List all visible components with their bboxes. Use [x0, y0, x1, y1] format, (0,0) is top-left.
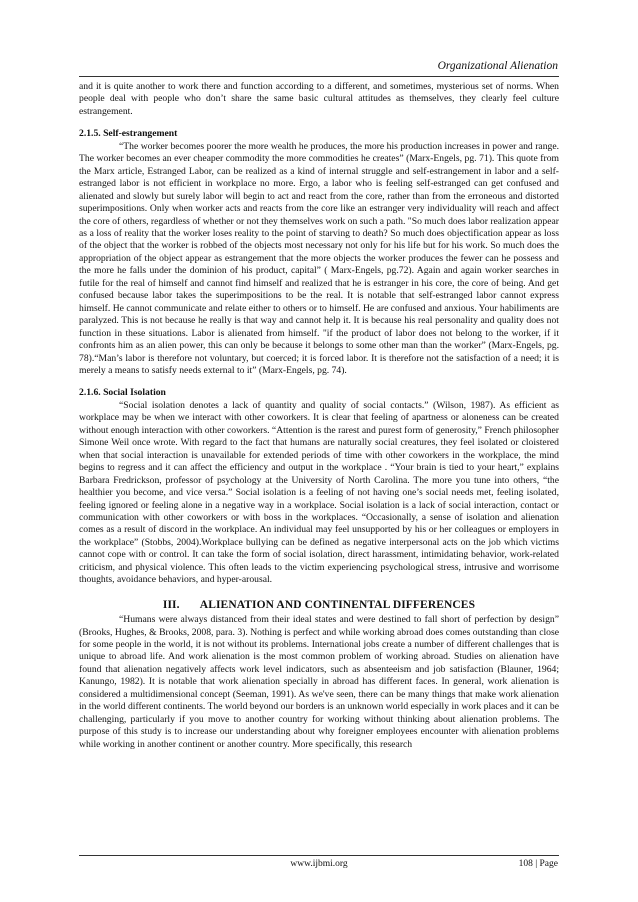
paragraph-culture-estrangement: and it is quite another to work there and function according to a different, and sometimes, mysterious set of norms. When people deal with people who don’t share the same basic cultural attitudes as themselves, they clearly feel culture estrangement. — [79, 81, 559, 117]
heading-self-estrangement: 2.1.5. Self-estrangement — [79, 128, 178, 140]
body-text — [79, 81, 559, 751]
running-header-title: Organizational Alienation — [437, 60, 558, 72]
header-rule — [79, 76, 559, 77]
footer-url-link[interactable]: www.ijbmi.org — [290, 859, 348, 869]
paragraph-social-isolation: “Social isolation denotes a lack of quantity and quality of social contacts.” (Wilson, 1987). As efficient as workplace may be when we interact with other coworkers. It is clear that feeling of apartness or aloneness can be created without enough interaction with other coworkers. “Attention is the rarest and purest form of generosity,” French philosopher Simone Weil once wrote. With regard to the fact that humans are naturally social creatures, they feel isolated or cloistered when that social interaction is unavailable for extended periods of time with other coworkers in the workplace, the mind begins to regress and it can affect the efficiency and output in the workplace . “Your brain is tied to your heart,” explains Barbara Fredrickson, professor of psychology at the University of North Carolina. The more you tune into others, “the healthier you become, and vice versa.” Social isolation is a feeling of not having one’s social needs met, feeling isolated, feeling ignored or feeling alone in a negative way in a workplace. Social isolation is a lack of social interaction, contact or communication with other coworkers or with boss in the workplaces. “Occasionally, a sense of isolation and alienation comes as a result of discord in the workplace. An individual may feel unsupported by his or her colleagues or employers in the workplace” (Stobbs, 2004).Workplace bullying can be defined as negative interpersonal acts on the job which victims cannot cope with or control. It can take the form of social isolation, direct harassment, intimidating behavior, work-related criticism, and physical violence. This often leads to the victim experiencing psychological stress, intrusive and worrisome thoughts, avoidance behaviors, and hyper-arousal. — [79, 399, 559, 586]
paragraph-self-estrangement: “The worker becomes poorer the more wealth he produces, the more his production increases in power and range. The worker becomes an ever cheaper commodity the more commodities he creates” (Marx-Engels, pg. 71). This quote from the Marx article, Estranged Labor, can be realized as a kind of internal struggle and self-estrangement in labor and a self-estranged labor is not efficient in workplace no more. Ergo, a labor who is feeling self-estranged can get confused and alienated and slowly but surely labor will begin to act and react from the core, rather than from the erroneous and distorted superimpositions. Only when worker acts and reacts from the core like an estranger very individuality will reach and affect the core of others, regardless of whether or not they themselves work on such a path. "So much does labor realization appear as a loss of reality that the worker loses reality to the point of starving to death? So much does objectification appear as loss of the object that the worker is robbed of the objects most necessary not only for his life but for his work. So much does the appropriation of the object appear as estrangement that the more objects the worker produces the fewer can he possess and the more he falls under the dominion of his product, capital” ( Marx-Engels, pg.72). Again and again worker searches in futile for the real of himself and cannot find himself and realized that he is estranger in his core, the core of being. And get confused because labor takes the superimpositions to be the real. It is notable that self-estranged labor cannot express himself. He cannot communicate and relate either to others or to himself. He are confused and anxious. Your habiliments are paralyzed. This is not because he really is that way and cannot help it. It is because his real personality and quality does not function in these situations. Labor is alienated from himself. "if the product of labor does not belong to the worker, if it confronts him as an alien power, this can only be because it belongs to some other man than the worker” (Marx-Engels, pg. 78).“Man’s labor is therefore not voluntary, but coerced; it is forced labor. It is therefore not the satisfaction of a need; it is merely a means to satisfy needs external to it” (Marx-Engels, pg. 74). — [79, 140, 559, 376]
footer-page-number: 108 | Page — [518, 859, 558, 869]
section-heading-continental-differences: III. ALIENATION AND CONTINENTAL DIFFERENCES — [162, 598, 476, 611]
paragraph-continental-differences: “Humans were always distanced from their ideal states and were destined to fall short of perfection by design” (Brooks, Hughes, & Brooks, 2008, para. 3). Nothing is perfect and while working abroad does comes outstanding than close for some people in the world, it is not without its problems. International jobs create a number of different challenges that is unique to abroad life. And work alienation is the most common problem of working abroad. Studies on alienation have found that alienation negatively affects work level indicators, such as absenteeism and job satisfaction (Blauner, 1964; Kanungo, 1982). It is notable that work alienation specially in abroad has different faces. In general, work alienation is considered a multidimensional concept (Seeman, 1991). As we've seen, there can be many things that make work alienation in the world different continents. The world beyond our borders is an unknown world especially in work places and it can be challenging, particularly if you move to another country for working without thinking about alienation problems. The purpose of this study is to increase our understanding about why foreigner employees encounter with alienation problems while working in another continent or another country. More specifically, this research — [79, 614, 559, 750]
heading-social-isolation: 2.1.6. Social Isolation — [79, 387, 166, 399]
footer-rule — [79, 855, 559, 856]
